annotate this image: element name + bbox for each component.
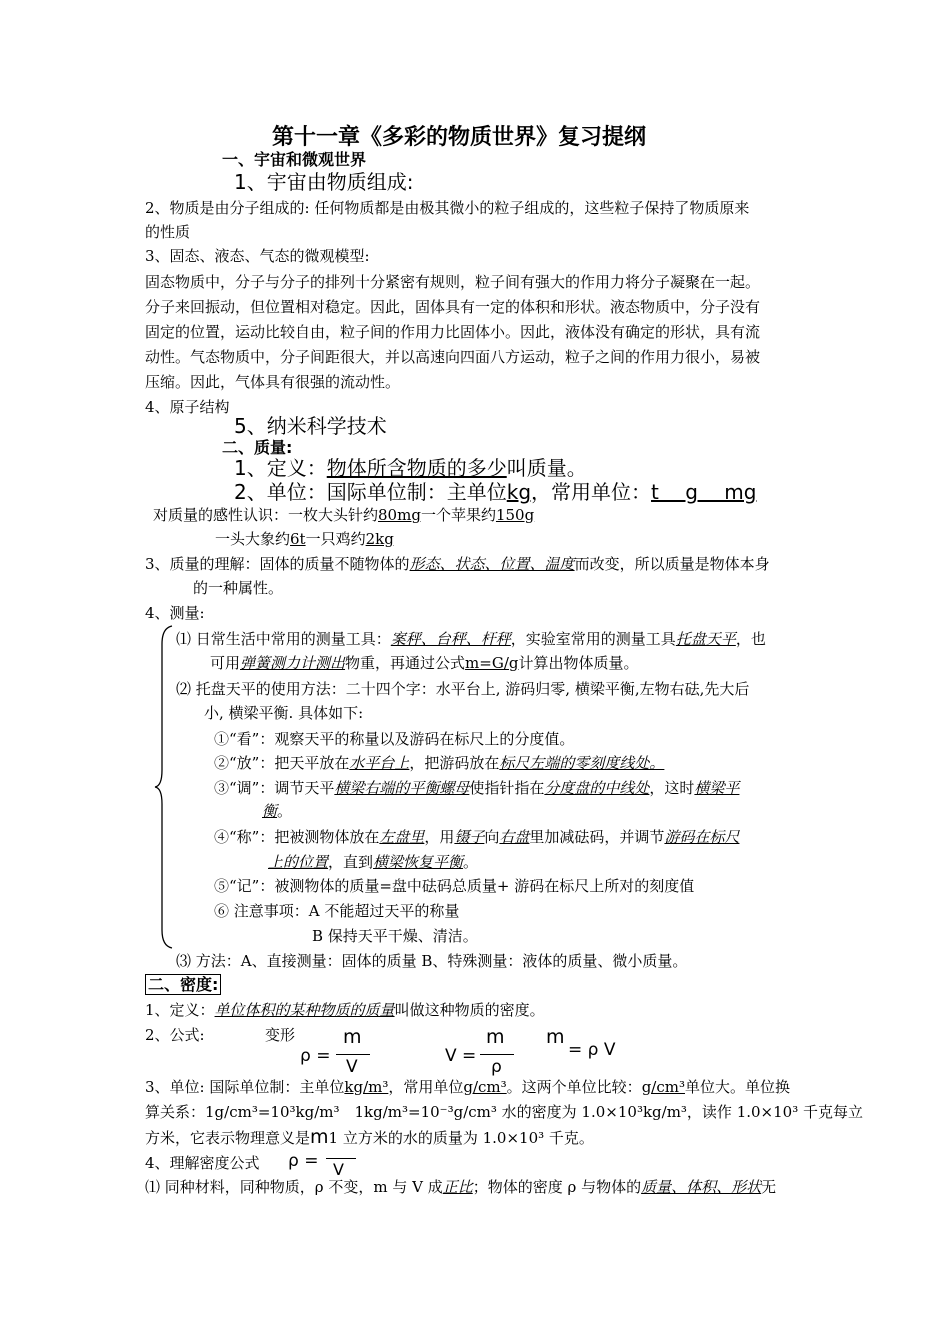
formula-density-lhs: ρ = bbox=[300, 1046, 331, 1066]
formula-understanding-denominator: V bbox=[333, 1160, 344, 1179]
step-notes-b: B 保持天平干燥、清洁。 bbox=[312, 927, 478, 945]
balance-usage: ⑵ 托盘天平的使用方法：二十四个字：水平台上, 游码归零, 横梁平衡,左物右砝,先大后 bbox=[176, 680, 750, 698]
section-heading-universe: 一、宇宙和微观世界 bbox=[222, 150, 367, 169]
step-adjust: ③“调”：调节天平横梁右端的平衡螺母使指针指在分度盘的中线处，这时横梁平 bbox=[214, 779, 740, 797]
curly-brace bbox=[152, 624, 176, 950]
item-nanotech: 5、纳米科学技术 bbox=[234, 414, 387, 438]
formula-volume-numerator: m bbox=[486, 1026, 505, 1048]
item-molecules: 2、物质是由分子组成的: 任何物质都是由极其微小的粒子组成的，这些粒子保持了物质原来 bbox=[145, 199, 750, 217]
formula-transform-label: 变形 bbox=[265, 1026, 296, 1044]
step-weigh-cont: 上的位置，直到横梁恢复平衡。 bbox=[268, 853, 479, 871]
paragraph-line: 压缩。因此，气体具有很强的流动性。 bbox=[145, 373, 401, 391]
section-heading-density: 二、密度: bbox=[145, 975, 221, 995]
measure-tools: ⑴ 日常生活中常用的测量工具：案秤、台秤、杆秤，实验室常用的测量工具托盘天平，也 bbox=[176, 630, 766, 648]
density-definition: 1、定义：单位体积的某种物质的质量叫做这种物质的密度。 bbox=[145, 1001, 545, 1019]
formula-volume-lhs: V = bbox=[445, 1046, 477, 1066]
density-conversion: 算关系：1g/cm³=10³kg/m³ 1kg/m³=10⁻³g/cm³ 水的密度为 1.0×10³kg/m³，读作 1.0×10³ 千克每立 bbox=[145, 1103, 863, 1121]
section-heading-mass: 二、质量: bbox=[222, 438, 293, 457]
density-same-material: ⑴ 同种材料，同种物质，ρ 不变，m 与 V 成正比；物体的密度 ρ 与物体的质量、体积、形状无 bbox=[145, 1178, 777, 1196]
formula-mass-rhs: = ρ V bbox=[568, 1040, 616, 1060]
item-molecules-cont: 的性质 bbox=[145, 223, 191, 241]
formula-density-numerator: m bbox=[343, 1026, 362, 1048]
page-title: 第十一章《多彩的物质世界》复习提纲 bbox=[272, 125, 647, 150]
formula-understanding-lhs: ρ = bbox=[288, 1151, 319, 1171]
mass-units: 2、单位：国际单位制：主单位kg，常用单位：t g mg bbox=[234, 480, 757, 504]
item-atomic-structure: 4、原子结构 bbox=[145, 398, 230, 416]
paragraph-line: 固态物质中，分子与分子的排列十分紧密有规则，粒子间有强大的作用力将分子凝聚在一起。 bbox=[145, 273, 761, 291]
measurement-heading: 4、测量: bbox=[145, 604, 205, 622]
step-weigh: ④“称”：把被测物体放在左盘里，用镊子向右盘里加减砝码，并调节游码在标尺 bbox=[214, 828, 740, 846]
formula-volume-denominator: ρ bbox=[491, 1057, 502, 1077]
item-micro-model: 3、固态、液态、气态的微观模型: bbox=[145, 247, 370, 265]
density-understanding: 4、理解密度公式 bbox=[145, 1154, 260, 1172]
mass-definition: 1、定义：物体所含物质的多少叫质量。 bbox=[234, 456, 587, 480]
mass-understanding-cont: 的一种属性。 bbox=[193, 579, 284, 597]
paragraph-line: 动性。气态物质中，分子间距很大，并以高速向四面八方运动，粒子之间的作用力很小，易被 bbox=[145, 348, 761, 366]
step-adjust-cont: 衡。 bbox=[262, 802, 293, 820]
step-place: ②“放”：把天平放在水平台上，把游码放在标尺左端的零刻度线处。 bbox=[214, 754, 665, 772]
measure-tools-cont: 可用弹簧测力计测出物重，再通过公式m=G/g计算出物体质量。 bbox=[210, 654, 639, 672]
fraction-bar bbox=[326, 1158, 356, 1159]
paragraph-line: 分子来回振动，但位置相对稳定。因此，固体具有一定的体积和形状。液态物质中，分子没有 bbox=[145, 298, 761, 316]
step-record: ⑤“记”：被测物体的质量=盘中砝码总质量+ 游码在标尺上所对的刻度值 bbox=[214, 877, 695, 895]
formula-mass-lhs: m bbox=[546, 1026, 565, 1048]
paragraph-line: 固定的位置，运动比较自由，粒子间的作用力比固体小。因此，液体没有确定的形状，具有流 bbox=[145, 323, 761, 341]
step-look: ①“看”：观察天平的称量以及游码在标尺上的分度值。 bbox=[214, 730, 575, 748]
measure-methods: ⑶ 方法：A、直接测量：固体的质量 B、特殊测量：液体的质量、微小质量。 bbox=[176, 952, 688, 970]
density-units: 3、单位: 国际单位制：主单位kg/m³，常用单位g/cm³。这两个单位比较：g/cm³单位大。单位换 bbox=[145, 1078, 790, 1096]
mass-sense: 对质量的感性认识：一枚大头针约80mg一个苹果约150g bbox=[153, 506, 535, 524]
formula-density-denominator: V bbox=[346, 1057, 358, 1077]
step-notes: ⑥ 注意事项：A 不能超过天平的称量 bbox=[214, 902, 460, 920]
fraction-bar bbox=[480, 1054, 514, 1055]
item-universe-matter: 1、宇宙由物质组成: bbox=[234, 170, 414, 194]
density-formula-label: 2、公式: bbox=[145, 1026, 205, 1044]
mass-sense-2: 一头大象约6t一只鸡约2kg bbox=[215, 530, 394, 548]
balance-usage-cont: 小, 横梁平衡. 具体如下: bbox=[204, 704, 364, 722]
fraction-bar bbox=[336, 1054, 370, 1055]
mass-understanding: 3、质量的理解：固体的质量不随物体的形态、状态、位置、温度而改变，所以质量是物体本身 bbox=[145, 555, 770, 573]
density-meaning: 方米，它表示物理意义是m1 立方米的水的质量为 1.0×10³ 千克。 bbox=[145, 1126, 594, 1148]
